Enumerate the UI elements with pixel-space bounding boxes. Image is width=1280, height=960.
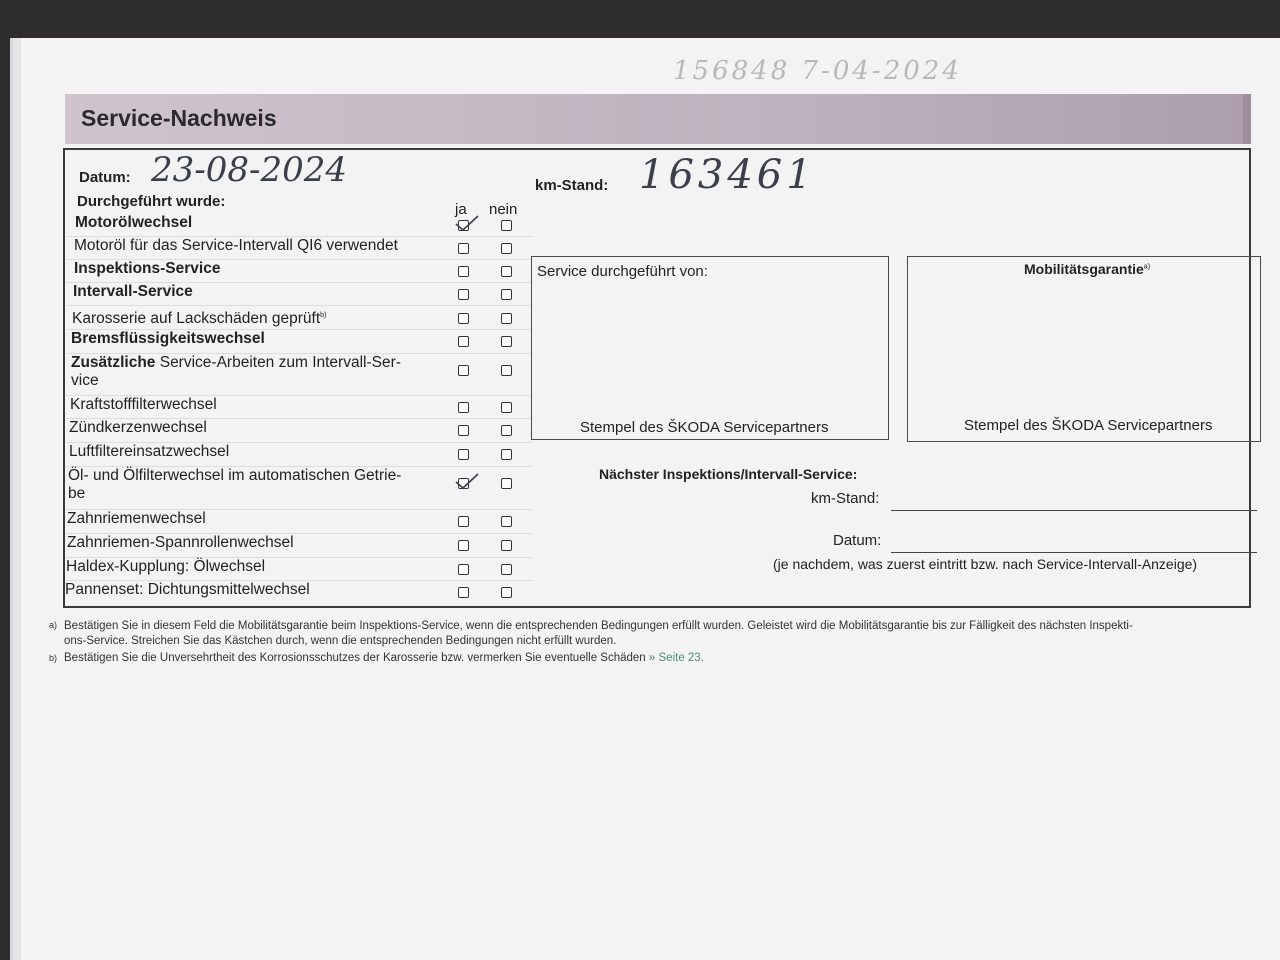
checklist-label [66, 558, 265, 576]
bleed-through-text: 156848 7-04-2024 [673, 56, 962, 86]
checklist-label [74, 237, 398, 255]
checkbox-ja[interactable] [458, 336, 469, 347]
checkbox-nein[interactable] [501, 313, 512, 324]
next-date-field[interactable] [891, 552, 1257, 553]
checkbox-nein[interactable] [501, 220, 512, 231]
service-performed-box [531, 256, 889, 440]
checklist-label [74, 260, 220, 278]
checkbox-ja[interactable] [458, 540, 469, 551]
footnote-b-mark: b) [49, 653, 58, 663]
checkbox-nein[interactable] [501, 289, 512, 300]
footnote-b-body: Bestätigen Sie die Unversehrtheit des Korrosionsschutzes der Karosserie bzw. vermerken Sie eventuelle Schäden [64, 652, 646, 664]
km-value[interactable]: 163461 [639, 152, 816, 198]
checklist-label [71, 330, 265, 348]
checkbox-nein[interactable] [501, 402, 512, 413]
checklist-label-text: Inspektions-Service [74, 260, 221, 277]
footnote-b-link[interactable]: » Seite 23. [648, 652, 704, 664]
checklist-label-text: Zahnriemen-Spannrollenwechsel [67, 534, 294, 551]
service-performed-title: Service durchgeführt von: [537, 263, 708, 280]
checkbox-ja[interactable] [458, 289, 469, 300]
checklist-label-sup: b) [320, 312, 327, 319]
checklist-row [65, 442, 531, 466]
next-km-field[interactable] [891, 510, 1257, 511]
footnote-a-mark: a) [49, 620, 58, 630]
checklist-label-text: Haldex-Kupplung: Ölwechsel [66, 558, 266, 575]
checklist-label-text: Karosserie auf Lackschäden geprüft [72, 310, 321, 328]
checklist-label-text: Zahnriemenwechsel [67, 510, 206, 527]
checkbox-nein[interactable] [501, 564, 512, 575]
checkbox-nein[interactable] [501, 516, 512, 527]
checklist-label [68, 467, 401, 503]
checkbox-nein[interactable] [501, 425, 512, 436]
checkbox-nein[interactable] [501, 365, 512, 376]
checklist-label-bold: Zusätzliche [71, 354, 156, 371]
checkbox-nein[interactable] [501, 587, 512, 598]
checkbox-ja[interactable] [458, 587, 469, 598]
document-page [10, 38, 1280, 960]
checklist-row [65, 418, 531, 442]
checklist-label [71, 354, 401, 390]
checklist-label-text: Motoröl für das Service-Intervall QI6 verwendet [74, 237, 398, 254]
checkbox-ja[interactable] [458, 449, 469, 460]
checklist-row [65, 580, 531, 603]
footnote-a-line2: ons-Service. Streichen Sie das Kästchen durch, wenn die entsprechenden Bedingungen nicht erfüllt wurden. [64, 635, 617, 647]
mobility-guarantee-box [907, 256, 1261, 442]
checkbox-ja[interactable] [458, 243, 469, 254]
mobility-title-sup: a) [1143, 263, 1151, 271]
check-mark-icon [454, 214, 480, 234]
checklist-label [67, 510, 206, 528]
checkbox-ja[interactable] [458, 313, 469, 324]
checklist-label-line2: vice [71, 372, 99, 389]
section-header [65, 94, 1251, 144]
checkbox-ja[interactable] [458, 564, 469, 575]
checklist-row [65, 259, 531, 282]
checklist-row [65, 282, 531, 305]
checklist-row [65, 509, 531, 533]
service-stamp-label: Stempel des ŠKODA Servicepartners [580, 419, 829, 436]
mobility-guarantee-title [1024, 261, 1150, 277]
checklist-row [65, 329, 531, 353]
next-service-title: Nächster Inspektions/Intervall-Service: [599, 466, 858, 482]
mobility-stamp-label: Stempel des ŠKODA Servicepartners [964, 417, 1213, 434]
checklist-label-line2: be [68, 485, 86, 502]
checklist-label-text: Zündkerzenwechsel [69, 419, 207, 436]
header-accent [1243, 94, 1251, 144]
checkbox-nein[interactable] [501, 336, 512, 347]
checklist-row [65, 466, 531, 509]
next-date-label: Datum: [833, 532, 882, 549]
check-mark-icon [454, 472, 480, 492]
checklist-label-rest: Service-Arbeiten zum Intervall-Ser- [155, 354, 401, 371]
checkbox-ja[interactable] [458, 402, 469, 413]
service-record-form [63, 148, 1251, 608]
checklist-row [65, 533, 531, 557]
checklist-row [65, 395, 531, 418]
checklist-label-text: Bremsflüssigkeitswechsel [71, 330, 265, 347]
column-ja: ja [455, 201, 467, 218]
checkbox-nein[interactable] [501, 266, 512, 277]
checkbox-ja[interactable] [458, 516, 469, 527]
checkbox-nein[interactable] [501, 449, 512, 460]
checklist-row [65, 306, 531, 329]
next-km-label: km-Stand: [811, 490, 880, 507]
checklist-label [69, 419, 207, 437]
checklist-row [65, 213, 531, 236]
footnote-b-text [64, 652, 704, 664]
checkbox-nein[interactable] [501, 243, 512, 254]
date-value[interactable]: 23-08-2024 [151, 150, 348, 190]
page-title: Service-Nachweis [81, 105, 277, 131]
date-label: Datum: [79, 169, 131, 186]
checkbox-ja[interactable] [458, 266, 469, 277]
checkbox-ja[interactable] [458, 365, 469, 376]
checklist-label-text: Motorölwechsel [75, 214, 193, 231]
page-edge [13, 38, 21, 960]
checklist-row [65, 557, 531, 580]
checklist-label [69, 443, 229, 461]
checklist-row [65, 236, 531, 259]
checklist-label-text: Luftfiltereinsatzwechsel [69, 443, 230, 460]
checkbox-nein[interactable] [501, 478, 512, 489]
checklist-row [65, 353, 531, 395]
km-label: km-Stand: [535, 177, 609, 194]
column-nein: nein [489, 201, 518, 218]
checklist-label [67, 534, 294, 552]
checklist-label [70, 396, 217, 414]
checklist-label-text: Intervall-Service [73, 283, 193, 300]
checklist-label [75, 214, 192, 232]
checklist-label [65, 581, 310, 599]
checklist-label-text: Kraftstofffilterwechsel [70, 396, 217, 413]
mobility-title-text: Mobilitätsgarantie [1024, 261, 1144, 277]
next-service-note: (je nachdem, was zuerst eintritt bzw. nach Service-Intervall-Anzeige) [773, 556, 1198, 572]
checklist-label [73, 283, 193, 301]
checklist-label-text: Pannenset: Dichtungsmittelwechsel [65, 581, 310, 598]
checkbox-nein[interactable] [501, 540, 512, 551]
footnote-a-line1: Bestätigen Sie in diesem Feld die Mobilitätsgarantie beim Inspektions-Service, wenn die entsprechenden Bedingungen erfüllt wurden. Geleistet wird die Mobilitätsgarantie bis zur Fälligkeit des nächsten Inspekti- [64, 620, 1133, 632]
performed-label: Durchgeführt wurde: [77, 193, 226, 210]
checklist-label-text: Öl- und Ölfilterwechsel im automatischen Getrie- [68, 467, 402, 484]
checklist-label [72, 307, 326, 328]
checkbox-ja[interactable] [458, 425, 469, 436]
